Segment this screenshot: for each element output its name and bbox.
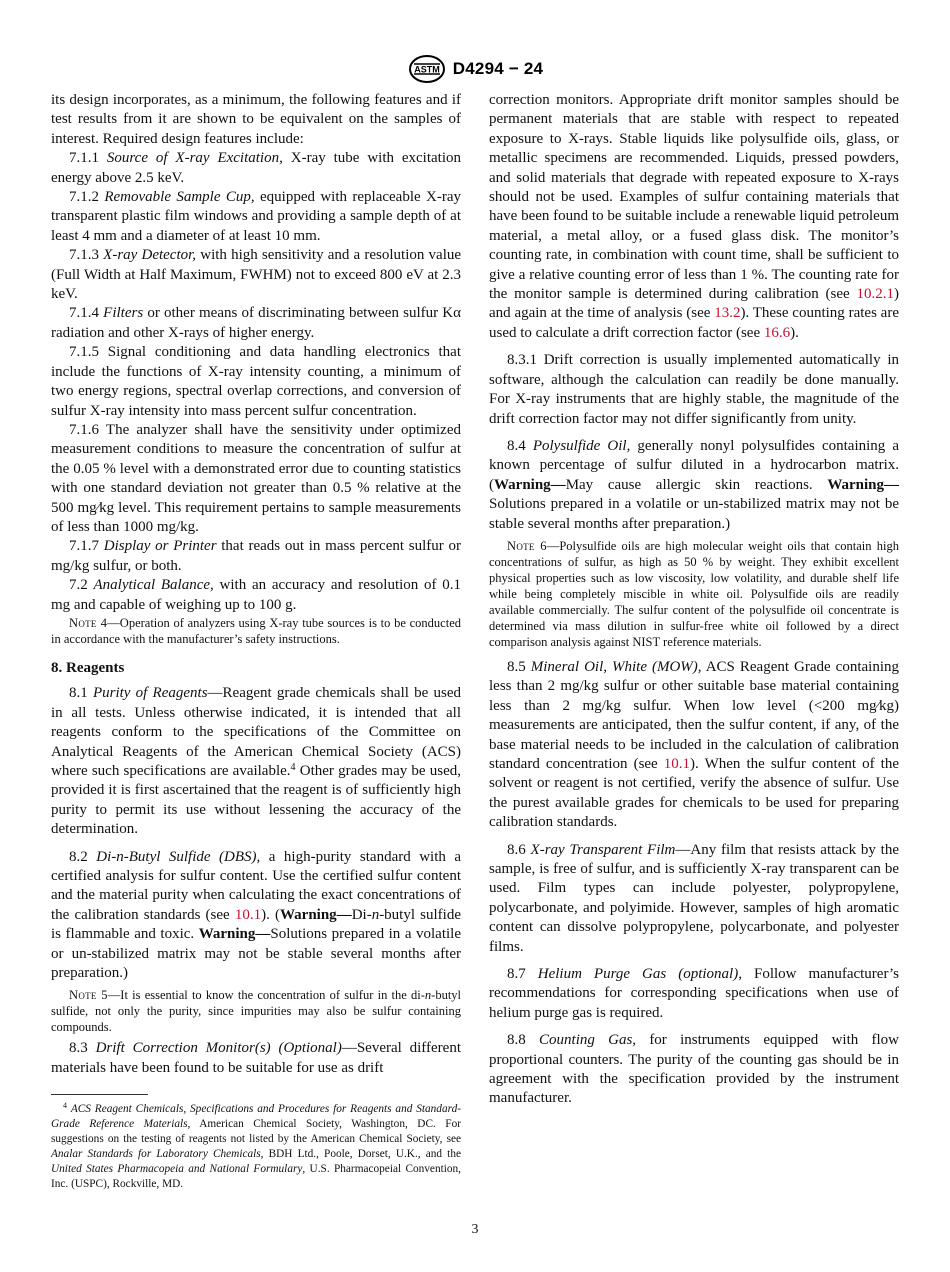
note-5: Note 5—It is essential to know the concentration of sulfur in the di-n-butyl sulfide, not only the purity, since impurities may also be sulfur containing compounds. — [51, 988, 462, 1035]
section-8-4: 8.4 Polysulfide Oil, generally nonyl polysulfides containing a known percentage of sulfur diluted in a hydrocarbon matrix. (Warning—May cause allergic skin reactions. Warning—Solutions prepared in a volatile or un-stabilized matrix may not be stable several months after preparation.) — [489, 437, 900, 532]
section-7-1-1: 7.1.1 Source of X-ray Excitation, X-ray tube with excitation energy above 2.5 keV. — [51, 150, 462, 186]
section-8-heading: 8. Reagents — [51, 659, 125, 676]
section-8-2: 8.2 Di-n-Butyl Sulfide (DBS), a high-purity standard with a certified analysis for sulfur content. Use the certified sulfur content and the material purity when calculating the exact concentrations of the calibration standards (see 10.1). (Warning—Di-n-butyl sulfide is flammable and toxic. Warning—Solutions prepared in a volatile or un-stabilized matrix may not be stable several months after preparation.) — [51, 848, 462, 982]
section-8-1: 8.1 Purity of Reagents—Reagent grade chemicals shall be used in all tests. Unless otherwise indicated, it is intended that all reagents conform to the specifications of the Committee on Analytical Reagents of the American Chemical Society (ACS) where such specifications are available.$^4$ Other grades may be used, provided it is first ascertained that the reagent is of sufficiently high purity to permit its use without lessening the accuracy of the determination. — [51, 685, 461, 838]
section-8-7: 8.7 Helium Purge Gas (optional), Follow manufacturer’s recommendations for corresponding specifications when use of helium purge gas is required. — [489, 966, 900, 1021]
section-8-6: 8.6 X-ray Transparent Film—Any film that resists attack by the sample, is free of sulfur, and is sufficiently X-ray transparent can be used. Film types can include polyester, polypropylene, polycarbonate, and polyimide. However, samples of high aromatic content can dissolve polypropylene, polycarbonate, and polyester films. — [489, 841, 899, 955]
section-7-1-6: 7.1.6 The analyzer shall have the sensitivity under optimized measurement conditions to measure the concentration of sulfur at the 0.05 % level with a demonstrated error due to counting statistics with one standard deviation not greater than 0.5 % relative at the 500 mg⁄kg level. This requirement pertains to sample measurements of less than 1000 mg/kg. — [51, 421, 461, 535]
ref-link-13-2[interactable]: 13.2 — [714, 305, 741, 322]
note-4: Note 4—Operation of analyzers using X-ray tube sources is to be conducted in accordance with the manufacturer’s safety instructions. — [51, 615, 462, 646]
ref-link-16-6[interactable]: 16.6 — [763, 324, 791, 341]
section-7-1-4: 7.1.4 Filters or other means of discriminating between sulfur Kα radiation and other X-rays of higher energy. — [51, 305, 461, 341]
ref-link-10-1[interactable]: 10.1 — [234, 906, 262, 923]
section-8-3: 8.3 Drift Correction Monitor(s) (Optional)—Several different materials have been found to be suitable for use as drift — [51, 1040, 461, 1076]
section-8-3-continued: correction monitors. Appropriate drift monitor samples should be permanent materials that are stable with respect to repeated exposure to X-rays. Stable liquids like polysulfide oils, glass, or metallic specimens are recommended. Liquids, pressed powders, and solid materials that degrade with repeated exposure to X-rays should not be used. Examples of sulfur containing materials that have been found to be suitable include a renewable liquid petroleum material, a metal alloy, or a fused glass disk. The monitor’s counting rate, in combination with count time, shall be sufficient to give a relative counting error of less than 1 %. The counting rate for the monitor sample is determined during calibration (see 10.2.1) and again at the time of analysis (see 13.2). These counting rates are used to calculate a drift correction factor (see 16.6). — [489, 92, 899, 341]
ref-link-10-1-b[interactable]: 10.1 — [663, 755, 691, 772]
footnote-4: $^4$ ACS Reagent Chemicals, Specifications and Procedures for Reagents and Standard-Grade Reference Materials, American Chemical Society, Washington, DC. For suggestions on the testing of reagents not listed by the American Chemical Society, see Analar Standards for Laboratory Chemicals, BDH Ltd., Poole, Dorset, U.K., and the United States Pharmacopeia and National Formulary, U.S. Pharmacopeial Convention, Inc. (USPC), Rockville, MD. — [51, 1101, 461, 1190]
logo-text: ASTM — [414, 64, 440, 75]
ref-link-10-2-1[interactable]: 10.2.1 — [856, 286, 894, 303]
page-header — [0, 52, 950, 86]
section-8-8: 8.8 Counting Gas, for instruments equipped with flow proportional counters. The purity of the counting gas should be in agreement with the specification provided by the instrument manufacturer. — [489, 1032, 899, 1107]
section-7-1-7: 7.1.7 Display or Printer that reads out in mass percent sulfur or mg/kg sulfur, or both. — [51, 538, 461, 574]
section-7-2: 7.2 Analytical Balance, with an accuracy and resolution of 0.1 mg and capable of weighing up to 100 g. — [51, 577, 462, 613]
section-8-5: 8.5 Mineral Oil, White (MOW), ACS Reagent Grade containing less than 2 mg/kg sulfur or other suitable base material containing less than 2 mg/kg sulfur. When low level (<200 mg⁄kg) measurements are anticipated, then the sulfur content, if any, of the base material needs to be included in the calculation of calibration standard concentration (see 10.1). When the sulfur content of the solvent or reagent is not certified, verify the absence of sulfur. Use the purest available grades for chemicals to be used for preparing calibration standards. — [489, 658, 899, 831]
right-column — [489, 91, 899, 1109]
section-8-3-1: 8.3.1 Drift correction is usually implemented automatically in software, although the calculation can readily be done manually. For X-ray instruments that are highly stable, the magnitude of the drift correction factor may not differ significantly from unity. — [489, 352, 899, 427]
left-column — [51, 91, 461, 1078]
section-7-1-5: 7.1.5 Signal conditioning and data handling electronics that include the functions of X-ray intensity counting, a minimum of two energy regions, spectral overlap corrections, and conversion of sulfur X-ray intensity into mass percent sulfur concentration. — [51, 344, 461, 419]
standard-designation: D4294 − 24 — [452, 59, 544, 78]
page-number: 3 — [471, 1222, 479, 1237]
astm-logo-icon — [407, 54, 447, 84]
section-7-1-2: 7.1.2 Removable Sample Cup, equipped with replaceable X-ray transparent plastic film windows and providing a sample depth of at least 4 mm and a diameter of at least 10 mm. — [51, 189, 461, 244]
section-7-1-3: 7.1.3 X-ray Detector, with high sensitivity and a resolution value (Full Width at Half Maximum, FWHM) not to exceed 800 eV at 2.3 keV. — [51, 247, 462, 303]
intro-paragraph: its design incorporates, as a minimum, the following features and if test results from it are shown to be equivalent on the samples of interest. Required design features include: — [51, 92, 461, 147]
note-6: Note 6—Polysulfide oils are high molecular weight oils that contain high concentrations of sulfur, as high as 50 % by weight. They exhibit excellent physical properties such as low viscosity, low volatility, and durable shelf life while being completely miscible in white oil. Polysulfide oils are readily available commercially. The sulfur content of the polysulfide oil concentrate is determined via mass dilution in sulfur-free white oil followed by a direct comparison analysis against NIST reference materials. — [489, 538, 899, 649]
footnote-divider — [51, 1094, 148, 1095]
